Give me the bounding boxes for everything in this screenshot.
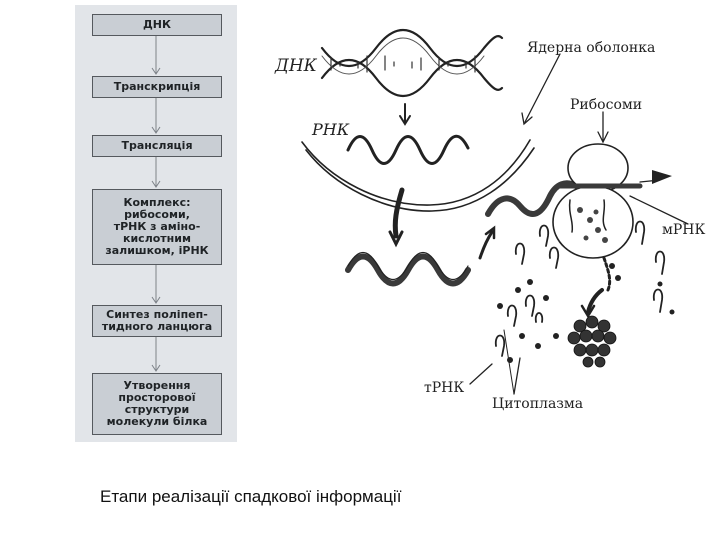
protein-cluster (568, 316, 616, 367)
step-transcription: Транскрипція (92, 76, 222, 98)
figure-caption: Етапи реалізації спадкової інформації (100, 487, 402, 506)
label-nuclear-envelope: Ядерна оболонка (527, 40, 656, 56)
step-complex: Комплекс: рибосоми, тРНК з аміно- кислотним залишком, іРНК (92, 189, 222, 265)
step-protein-structure: Утворення просторової структури молекули білка (92, 373, 222, 435)
ribosome (553, 144, 672, 258)
label-dna: ДНК (275, 56, 317, 76)
label-cytoplasm: Цитоплазма (492, 396, 584, 412)
step-polypeptide-synthesis: Синтез поліпеп- тидного ланцюга (92, 305, 222, 337)
label-trna: тРНК (424, 380, 465, 396)
rna-strand (348, 136, 468, 163)
label-mrna: мРНК (662, 222, 706, 238)
step-translation: Трансляція (92, 135, 222, 157)
label-rna: РНК (312, 120, 350, 139)
nuclear-envelope (302, 140, 530, 205)
step-dna: ДНК (92, 14, 222, 36)
label-ribosomes: Рибосоми (570, 97, 643, 113)
dna-helix (322, 30, 502, 96)
